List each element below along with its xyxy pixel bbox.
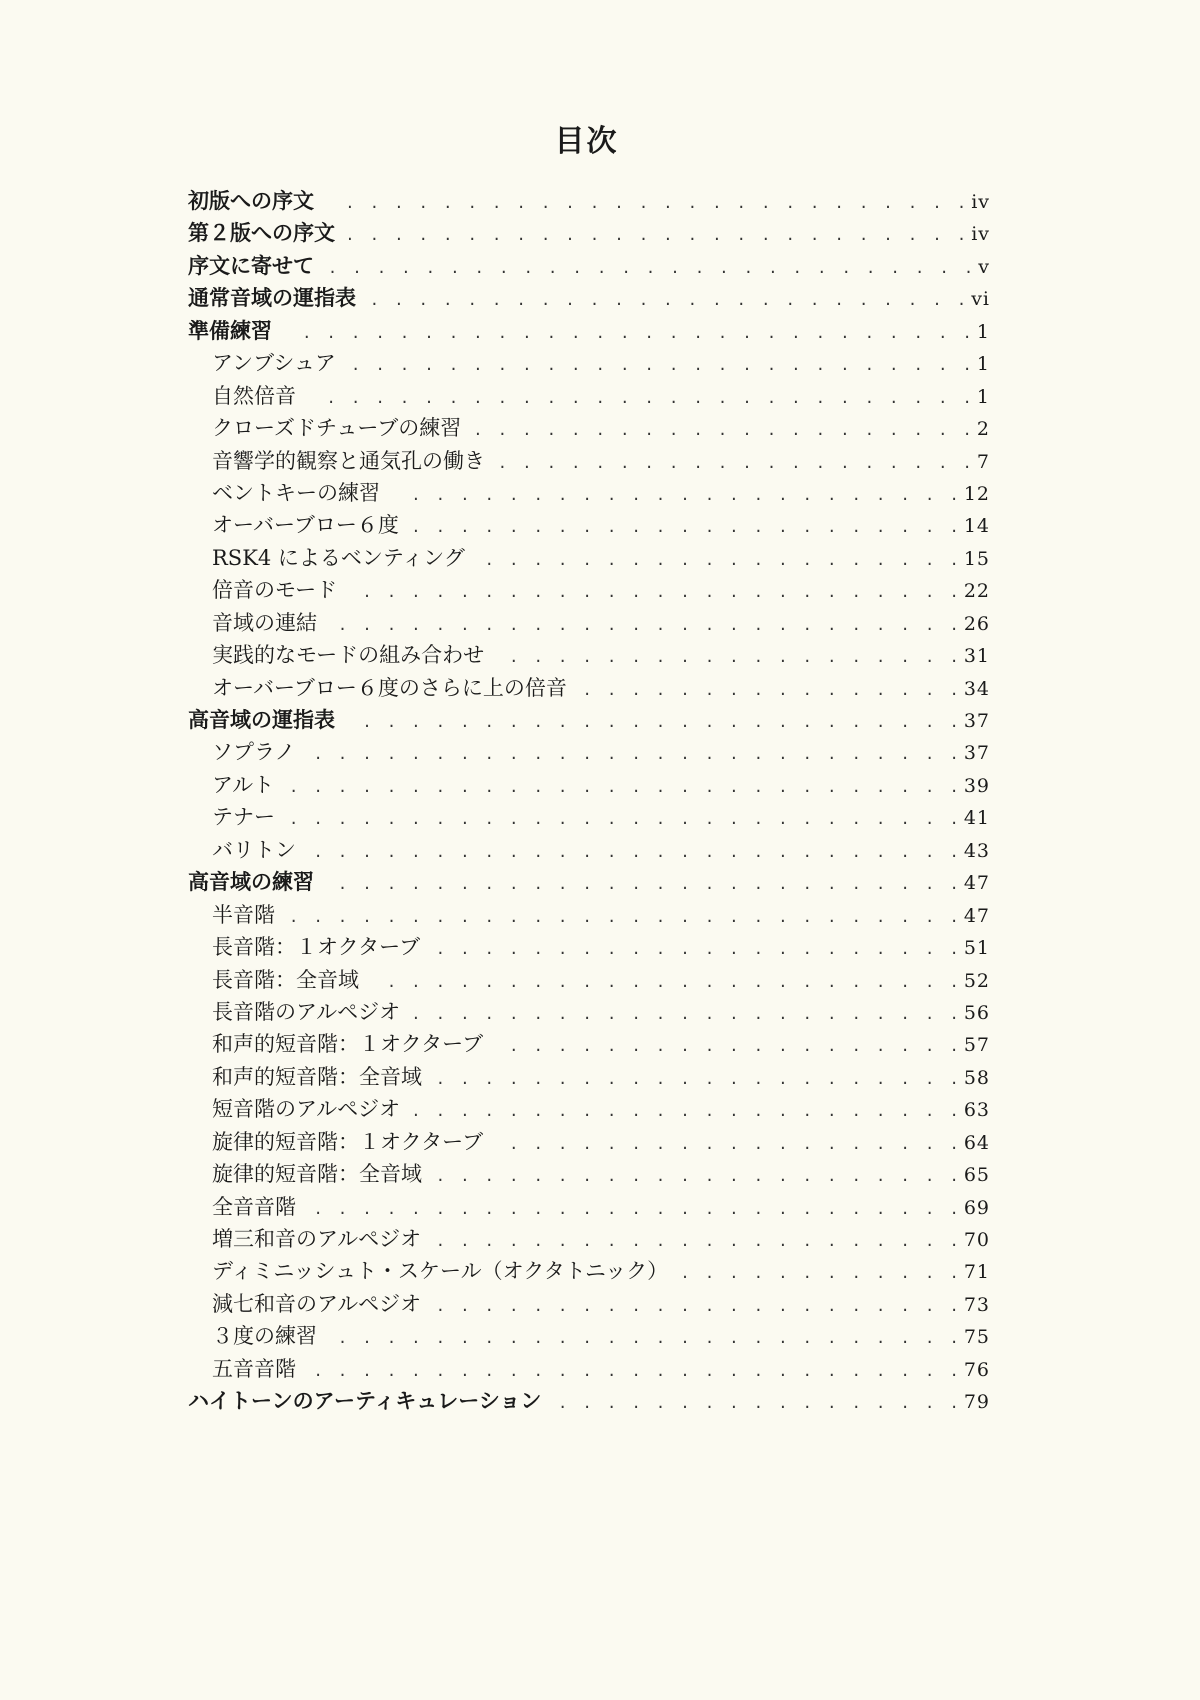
dot-leader bbox=[331, 1322, 962, 1354]
dot-leader bbox=[349, 219, 969, 251]
toc-entry-title: 実践的なモードの組み合わせ bbox=[212, 643, 485, 668]
dot-leader bbox=[351, 576, 962, 608]
toc-entry-title: ベントキーの練習 bbox=[212, 480, 380, 505]
toc-page-number: 58 bbox=[963, 1066, 990, 1089]
toc-section-entry bbox=[188, 931, 990, 963]
toc-entry-title: 長音階：全音域 bbox=[212, 967, 359, 992]
dot-leader bbox=[310, 836, 962, 868]
toc-page-number: 63 bbox=[963, 1099, 990, 1122]
toc-page-number: 34 bbox=[963, 677, 990, 700]
table-of-contents bbox=[188, 185, 990, 1418]
toc-section-entry bbox=[188, 1061, 990, 1093]
toc-entry-title: 減七和音のアルペジオ bbox=[212, 1291, 422, 1316]
dot-leader bbox=[289, 901, 962, 933]
toc-section-entry bbox=[188, 996, 990, 1028]
toc-page-number: 7 bbox=[976, 450, 990, 473]
toc-entry-title: 旋律的短音階：全音域 bbox=[212, 1162, 422, 1187]
dot-leader bbox=[497, 1030, 962, 1062]
toc-entry-title: 半音階 bbox=[212, 902, 275, 927]
toc-page-number: 15 bbox=[963, 547, 990, 570]
dot-leader bbox=[414, 998, 962, 1030]
toc-section-entry bbox=[188, 769, 990, 801]
toc-section-entry bbox=[188, 736, 990, 768]
toc-entry-title: アルト bbox=[212, 772, 275, 797]
toc-entry-title: 音響学的観察と通気孔の働き bbox=[212, 448, 485, 473]
toc-section-entry bbox=[188, 1126, 990, 1158]
toc-entry-title: ３度の練習 bbox=[212, 1324, 317, 1349]
toc-entry-title: RSK4 によるベンティング bbox=[212, 545, 465, 570]
toc-page-number: 57 bbox=[963, 1034, 990, 1057]
toc-entry-title: 高音域の練習 bbox=[188, 870, 314, 895]
toc-page-number: 52 bbox=[963, 969, 990, 992]
toc-section-entry bbox=[188, 834, 990, 866]
toc-page-number: 41 bbox=[963, 807, 990, 830]
toc-page-number: 71 bbox=[963, 1261, 990, 1284]
dot-leader bbox=[435, 1225, 962, 1257]
dot-leader bbox=[309, 738, 961, 770]
toc-page-number: 70 bbox=[963, 1229, 990, 1251]
toc-page-number: iv bbox=[971, 223, 990, 246]
toc-entry-title: 初版への序文 bbox=[188, 189, 314, 213]
dot-leader bbox=[475, 414, 975, 446]
toc-section-entry bbox=[188, 1255, 990, 1287]
toc-chapter-entry bbox=[188, 250, 990, 282]
dot-leader bbox=[310, 1193, 962, 1225]
dot-leader bbox=[413, 511, 962, 543]
toc-entry-title: ソプラノ bbox=[212, 740, 296, 765]
dot-leader bbox=[370, 284, 969, 316]
toc-page-number: iv bbox=[971, 191, 990, 213]
dot-leader bbox=[349, 706, 962, 738]
toc-entry-title: テナー bbox=[212, 805, 275, 830]
toc-section-entry bbox=[188, 639, 990, 671]
toc-page-number: 56 bbox=[963, 1001, 990, 1024]
dot-leader bbox=[288, 771, 962, 803]
toc-section-entry bbox=[188, 801, 990, 833]
toc-page-number: 37 bbox=[963, 710, 990, 732]
toc-section-entry bbox=[188, 1288, 990, 1320]
toc-entry-title: オーバーブロー６度のさらに上の倍音 bbox=[212, 675, 567, 700]
toc-section-entry bbox=[188, 380, 990, 412]
dot-leader bbox=[289, 803, 962, 835]
toc-page-number: 37 bbox=[963, 742, 990, 765]
toc-entry-title: ハイトーンのアーティキュレーション bbox=[188, 1389, 542, 1414]
toc-page-number: 1 bbox=[976, 320, 990, 343]
dot-leader bbox=[331, 609, 962, 641]
toc-entry-title: バリトン bbox=[212, 837, 296, 862]
toc-section-entry bbox=[188, 672, 990, 704]
dot-leader bbox=[434, 933, 962, 965]
dot-leader bbox=[328, 868, 962, 900]
dot-leader bbox=[497, 1128, 962, 1160]
toc-section-entry bbox=[188, 1223, 990, 1255]
toc-section-entry bbox=[188, 1191, 990, 1223]
toc-page-number: v bbox=[978, 255, 990, 278]
toc-entry-title: 和声的短音階：全音域 bbox=[212, 1064, 422, 1089]
toc-entry-title: オーバーブロー６度 bbox=[212, 513, 399, 538]
dot-leader bbox=[682, 1257, 962, 1289]
toc-section-entry bbox=[188, 347, 990, 379]
dot-leader bbox=[498, 641, 962, 673]
toc-page-number: 26 bbox=[963, 612, 990, 635]
toc-section-entry bbox=[188, 1320, 990, 1352]
toc-section-entry bbox=[188, 964, 990, 996]
toc-section-entry bbox=[188, 509, 990, 541]
toc-section-entry bbox=[188, 1093, 990, 1125]
toc-chapter-entry bbox=[188, 1385, 990, 1417]
toc-page-number: 12 bbox=[963, 482, 990, 505]
toc-chapter-entry bbox=[188, 217, 990, 249]
toc-page-number: 31 bbox=[963, 645, 990, 668]
toc-page-number: 14 bbox=[963, 515, 990, 538]
toc-entry-title: 短音階のアルペジオ bbox=[212, 1097, 401, 1122]
toc-entry-title: 和声的短音階：１オクターブ bbox=[212, 1032, 484, 1057]
toc-entry-title: 増三和音のアルペジオ bbox=[212, 1227, 422, 1251]
toc-section-entry bbox=[188, 899, 990, 931]
toc-entry-title: ディミニッシュト・スケール（オクタトニック） bbox=[212, 1259, 669, 1284]
dot-leader bbox=[499, 447, 975, 479]
dot-leader bbox=[310, 1355, 962, 1387]
toc-entry-title: 旋律的短音階：１オクターブ bbox=[212, 1129, 484, 1154]
toc-page-number: vi bbox=[971, 288, 990, 311]
toc-section-entry bbox=[188, 477, 990, 509]
toc-page-number: 47 bbox=[963, 904, 990, 927]
toc-section-entry bbox=[188, 1028, 990, 1060]
toc-entry-title: 通常音域の運指表 bbox=[188, 286, 356, 311]
dot-leader bbox=[436, 1160, 962, 1192]
dot-leader bbox=[436, 1063, 962, 1095]
toc-page-number: 65 bbox=[963, 1164, 990, 1187]
toc-entry-title: クローズドチューブの練習 bbox=[212, 416, 462, 441]
toc-chapter-entry bbox=[188, 866, 990, 898]
toc-page-number: 1 bbox=[976, 385, 990, 408]
dot-leader bbox=[328, 187, 969, 219]
dot-leader bbox=[373, 966, 962, 998]
page-title: 目次 bbox=[554, 124, 619, 160]
toc-page-number: 73 bbox=[963, 1293, 990, 1316]
dot-leader bbox=[350, 349, 975, 381]
toc-chapter-entry bbox=[188, 315, 990, 347]
toc-entry-title: 長音階：１オクターブ bbox=[212, 935, 421, 960]
dot-leader bbox=[328, 252, 976, 284]
toc-page-number: 47 bbox=[963, 872, 990, 895]
dot-leader bbox=[414, 1095, 962, 1127]
toc-page-number: 64 bbox=[963, 1131, 990, 1154]
toc-page-number: 22 bbox=[963, 580, 990, 603]
toc-entry-title: 長音階のアルペジオ bbox=[212, 999, 401, 1024]
toc-page-number: 75 bbox=[963, 1326, 990, 1349]
toc-entry-title: アンブシュア bbox=[212, 351, 336, 376]
toc-page-number: 39 bbox=[963, 774, 990, 797]
toc-chapter-entry bbox=[188, 282, 990, 314]
toc-entry-title: 準備練習 bbox=[188, 318, 272, 343]
toc-entry-title: 高音域の運指表 bbox=[188, 708, 335, 732]
toc-entry-title: 第２版への序文 bbox=[188, 221, 335, 246]
dot-leader bbox=[310, 382, 975, 414]
toc-entry-title: 全音音階 bbox=[212, 1194, 296, 1219]
toc-section-entry bbox=[188, 1353, 990, 1385]
dot-leader bbox=[479, 544, 962, 576]
dot-leader bbox=[581, 674, 962, 706]
dot-leader bbox=[555, 1387, 961, 1419]
toc-entry-title: 自然倍音 bbox=[212, 383, 296, 408]
toc-entry-title: 序文に寄せて bbox=[188, 253, 314, 278]
dot-leader bbox=[286, 317, 975, 349]
toc-page-number: 43 bbox=[963, 839, 990, 862]
toc-page-number: 1 bbox=[976, 353, 990, 376]
toc-page-number: 69 bbox=[963, 1196, 990, 1219]
dot-leader bbox=[394, 479, 962, 511]
toc-section-entry bbox=[188, 574, 990, 606]
toc-page-number: 79 bbox=[963, 1391, 990, 1414]
toc-section-entry bbox=[188, 1158, 990, 1190]
toc-page-number: 2 bbox=[976, 418, 990, 441]
toc-entry-title: 五音音階 bbox=[212, 1356, 296, 1381]
toc-section-entry bbox=[188, 542, 990, 574]
toc-entry-title: 音域の連結 bbox=[212, 610, 317, 635]
toc-section-entry bbox=[188, 412, 990, 444]
toc-page-number: 51 bbox=[963, 937, 990, 960]
toc-page-number: 76 bbox=[963, 1358, 990, 1381]
toc-chapter-entry bbox=[188, 704, 990, 736]
toc-entry-title: 倍音のモード bbox=[212, 578, 338, 603]
dot-leader bbox=[435, 1290, 962, 1322]
toc-section-entry bbox=[188, 607, 990, 639]
toc-chapter-entry bbox=[188, 185, 990, 217]
toc-section-entry bbox=[188, 445, 990, 477]
